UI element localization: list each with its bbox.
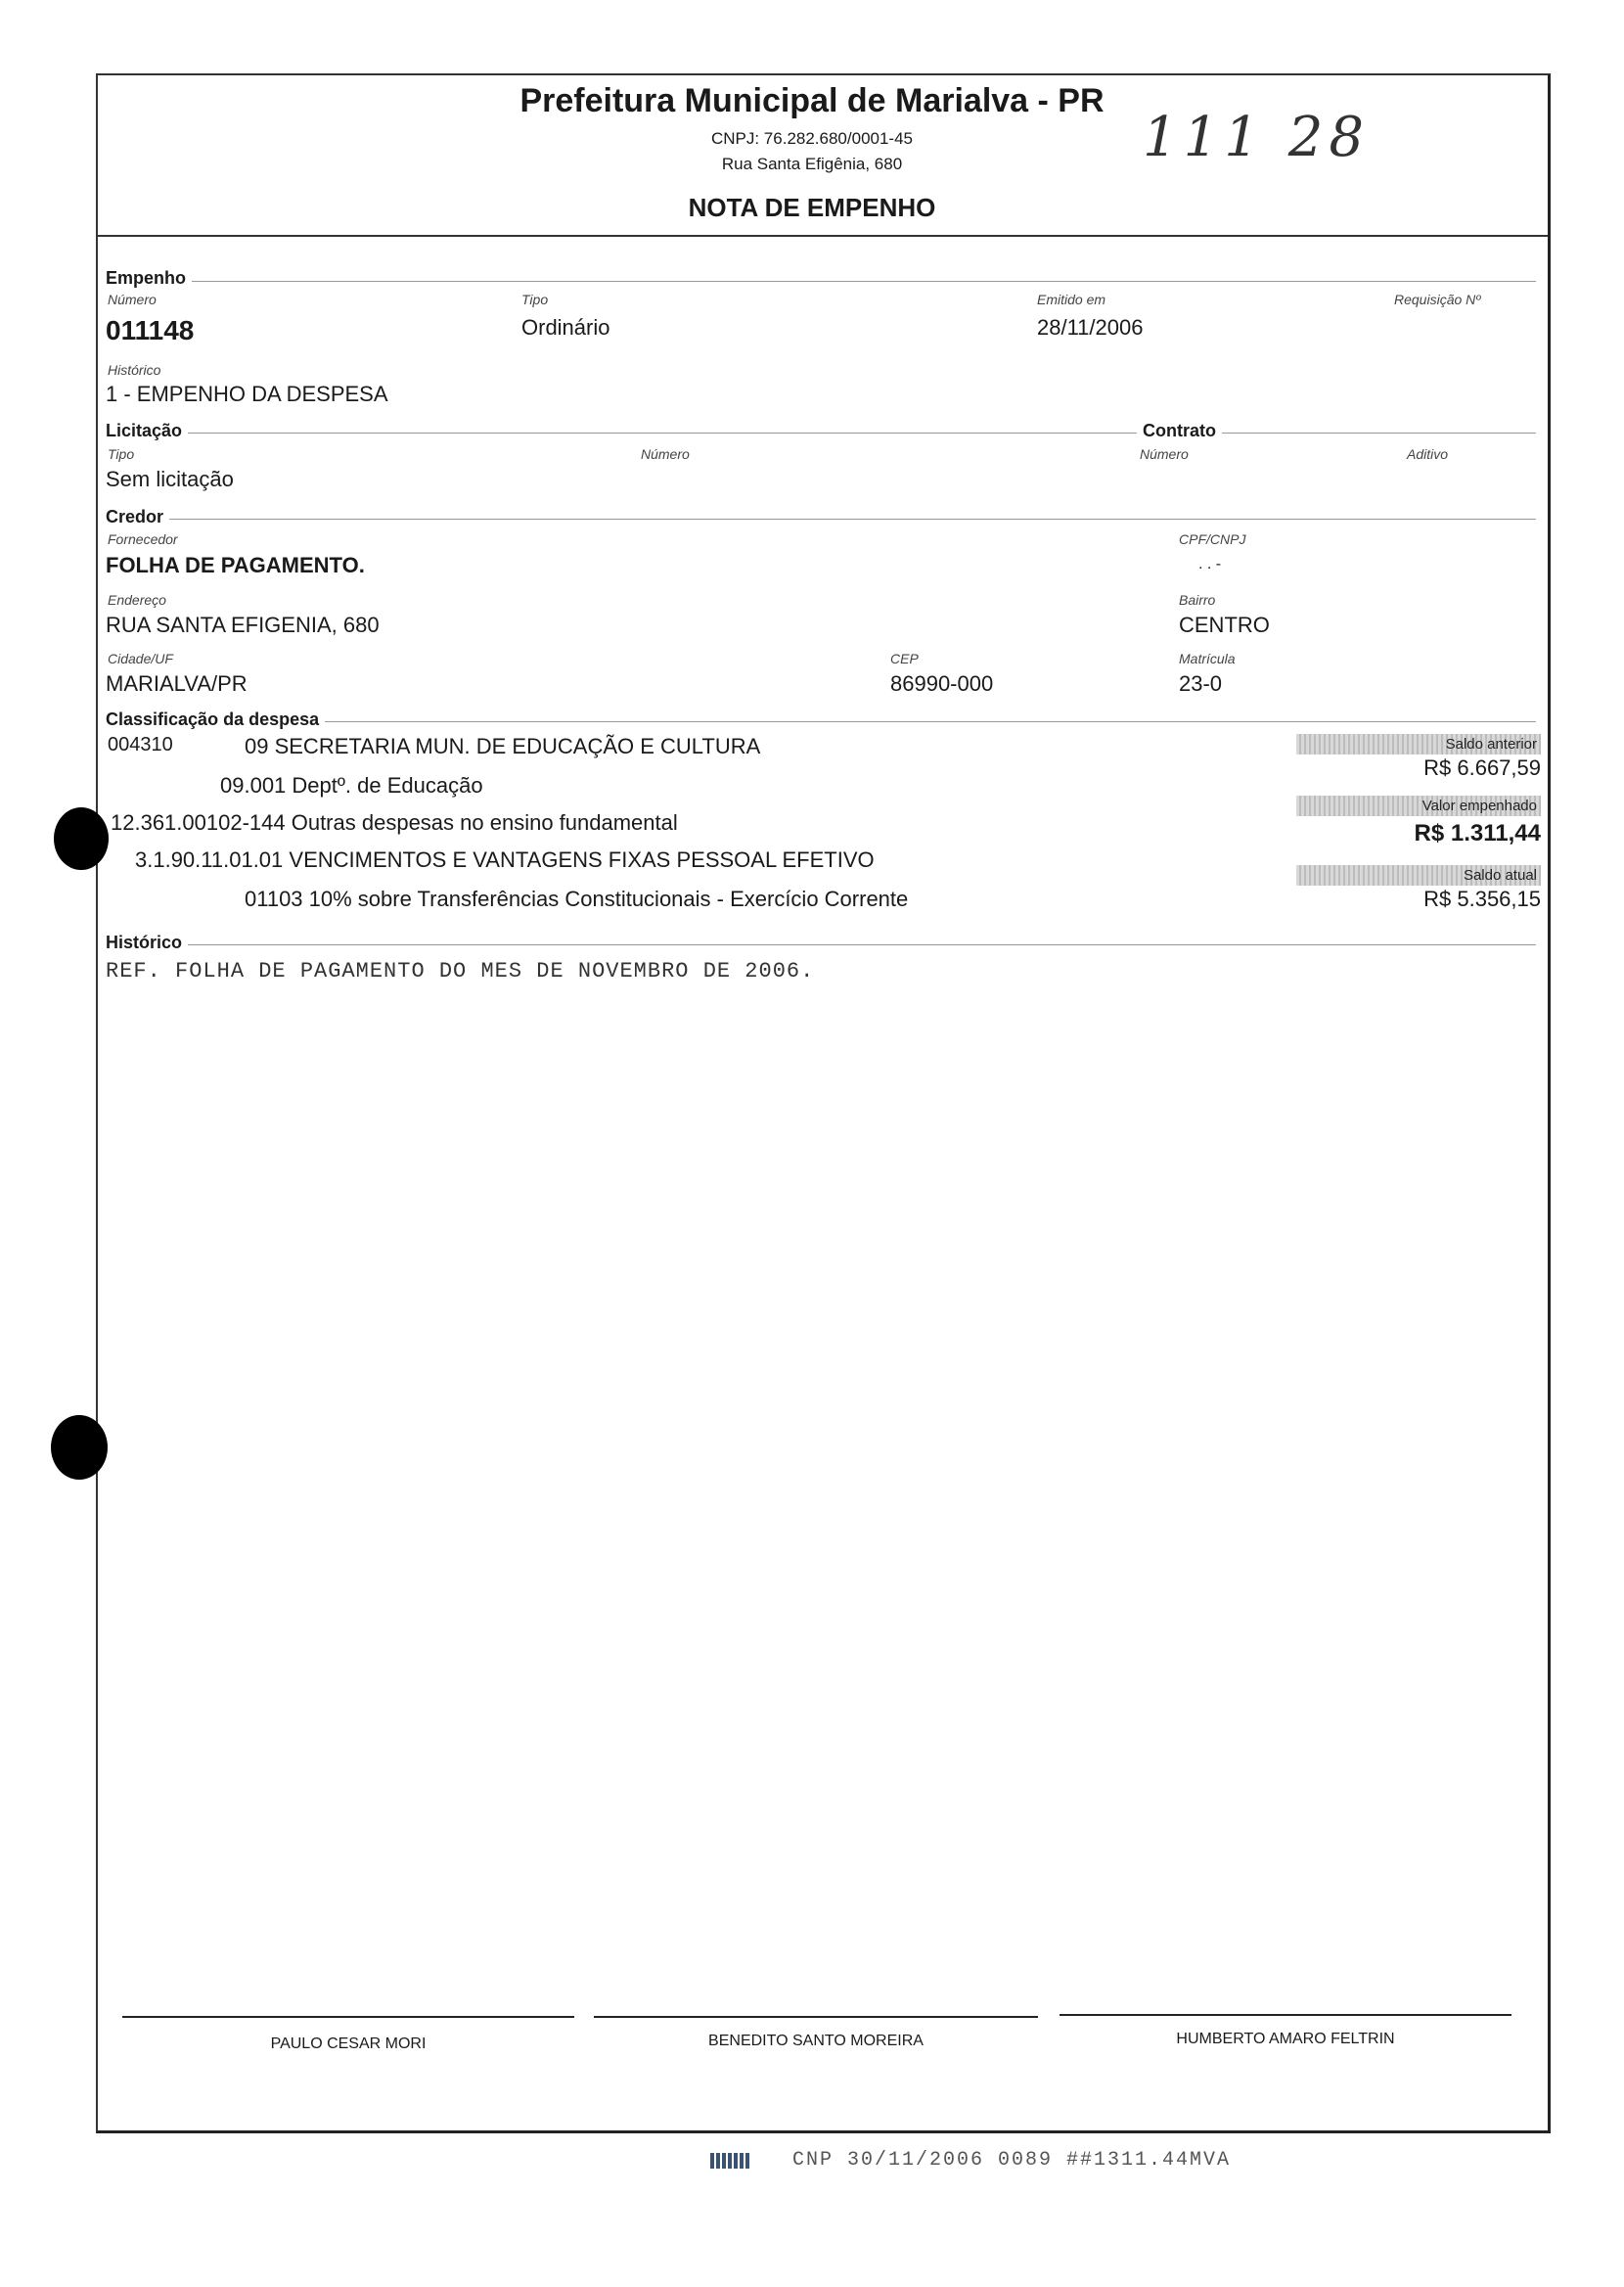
licitacao-tipo-label: Tipo [108,446,135,462]
empenho-tipo: Ordinário [521,315,610,340]
bairro-label: Bairro [1179,592,1216,608]
saldo-anterior-value: R$ 6.667,59 [1423,755,1541,780]
saldo-anterior-label: Saldo anterior [1296,734,1541,755]
bank-stamp: CNP 30/11/2006 0089 ##1311.44MVA [792,2149,1232,2172]
contrato-section-title: Contrato [1137,421,1222,441]
fornecedor-label: Fornecedor [108,531,178,547]
classificacao-code: 004310 [108,734,173,755]
numero-label: Número [108,292,157,307]
classificacao-line-5: 01103 10% sobre Transferências Constitucionais - Exercício Corrente [245,887,909,911]
punch-hole-bottom [51,1415,108,1480]
licitacao-tipo: Sem licitação [106,467,234,491]
classificacao-line-1: 09 SECRETARIA MUN. DE EDUCAÇÃO E CULTURA [245,734,761,758]
cep-value: 86990-000 [890,671,994,696]
matricula-label: Matrícula [1179,651,1236,666]
signature-name-1: PAULO CESAR MORI [270,2035,427,2052]
saldo-atual-value: R$ 5.356,15 [1423,887,1541,911]
signature-line-2 [594,2016,1038,2018]
header-divider [96,235,1548,237]
stamp-barcode [710,2153,749,2169]
signature-line-3 [1060,2014,1511,2016]
licitacao-numero-label: Número [641,446,690,462]
valor-empenhado-value: R$ 1.311,44 [1414,820,1541,846]
document-title: NOTA DE EMPENHO [688,193,936,222]
fornecedor-value: FOLHA DE PAGAMENTO. [106,553,365,577]
empenho-numero: 011148 [106,315,195,345]
cnpj-line: CNPJ: 76.282.680/0001-45 [710,129,914,148]
emitido-date: 28/11/2006 [1037,315,1144,340]
contrato-numero-label: Número [1140,446,1189,462]
empenho-rule [108,281,1536,282]
empenho-historico: 1 - EMPENHO DA DESPESA [106,382,388,406]
cpf-value: . . - [1198,556,1222,572]
municipality-title: Prefeitura Municipal de Marialva - PR [519,82,1105,119]
cpf-label: CPF/CNPJ [1179,531,1246,547]
historico-section-title: Histórico [106,933,188,953]
requisicao-label: Requisição Nº [1394,292,1481,307]
handwritten-number: 111 28 [1143,106,1370,169]
historico-label: Histórico [108,362,161,378]
endereco-label: Endereço [108,592,166,608]
classificacao-line-2: 09.001 Deptº. de Educação [220,773,483,798]
licitacao-section-title: Licitação [106,421,188,441]
credor-section-title: Credor [106,507,169,527]
cep-label: CEP [890,651,919,666]
historico-rule [108,944,1536,945]
classificacao-line-3: 12.361.00102-144 Outras despesas no ensino fundamental [111,810,678,835]
empenho-section-title: Empenho [106,268,192,289]
signature-line-1 [122,2016,574,2018]
classificacao-line-4: 3.1.90.11.01.01 VENCIMENTOS E VANTAGENS FIXAS PESSOAL EFETIVO [135,847,875,872]
signature-name-2: BENEDITO SANTO MOREIRA [708,2033,924,2049]
credor-rule [108,519,1536,520]
cidade-value: MARIALVA/PR [106,671,248,696]
emitido-label: Emitido em [1037,292,1106,307]
saldo-atual-label: Saldo atual [1296,865,1541,886]
matricula-value: 23-0 [1179,671,1223,696]
punch-hole-top [54,807,109,870]
historico-text: REF. FOLHA DE PAGAMENTO DO MES DE NOVEMBRO DE 2006. [106,959,815,983]
bairro-value: CENTRO [1179,613,1270,637]
signature-name-3: HUMBERTO AMARO FELTRIN [1176,2031,1395,2047]
aditivo-label: Aditivo [1407,446,1449,462]
tipo-label: Tipo [521,292,549,307]
endereco-value: RUA SANTA EFIGENIA, 680 [106,613,380,637]
classificacao-section-title: Classificação da despesa [106,709,325,730]
licitacao-rule [108,433,1536,434]
valor-empenhado-label: Valor empenhado [1296,796,1541,816]
address-line: Rua Santa Efigênia, 680 [721,155,903,173]
cidade-label: Cidade/UF [108,651,173,666]
